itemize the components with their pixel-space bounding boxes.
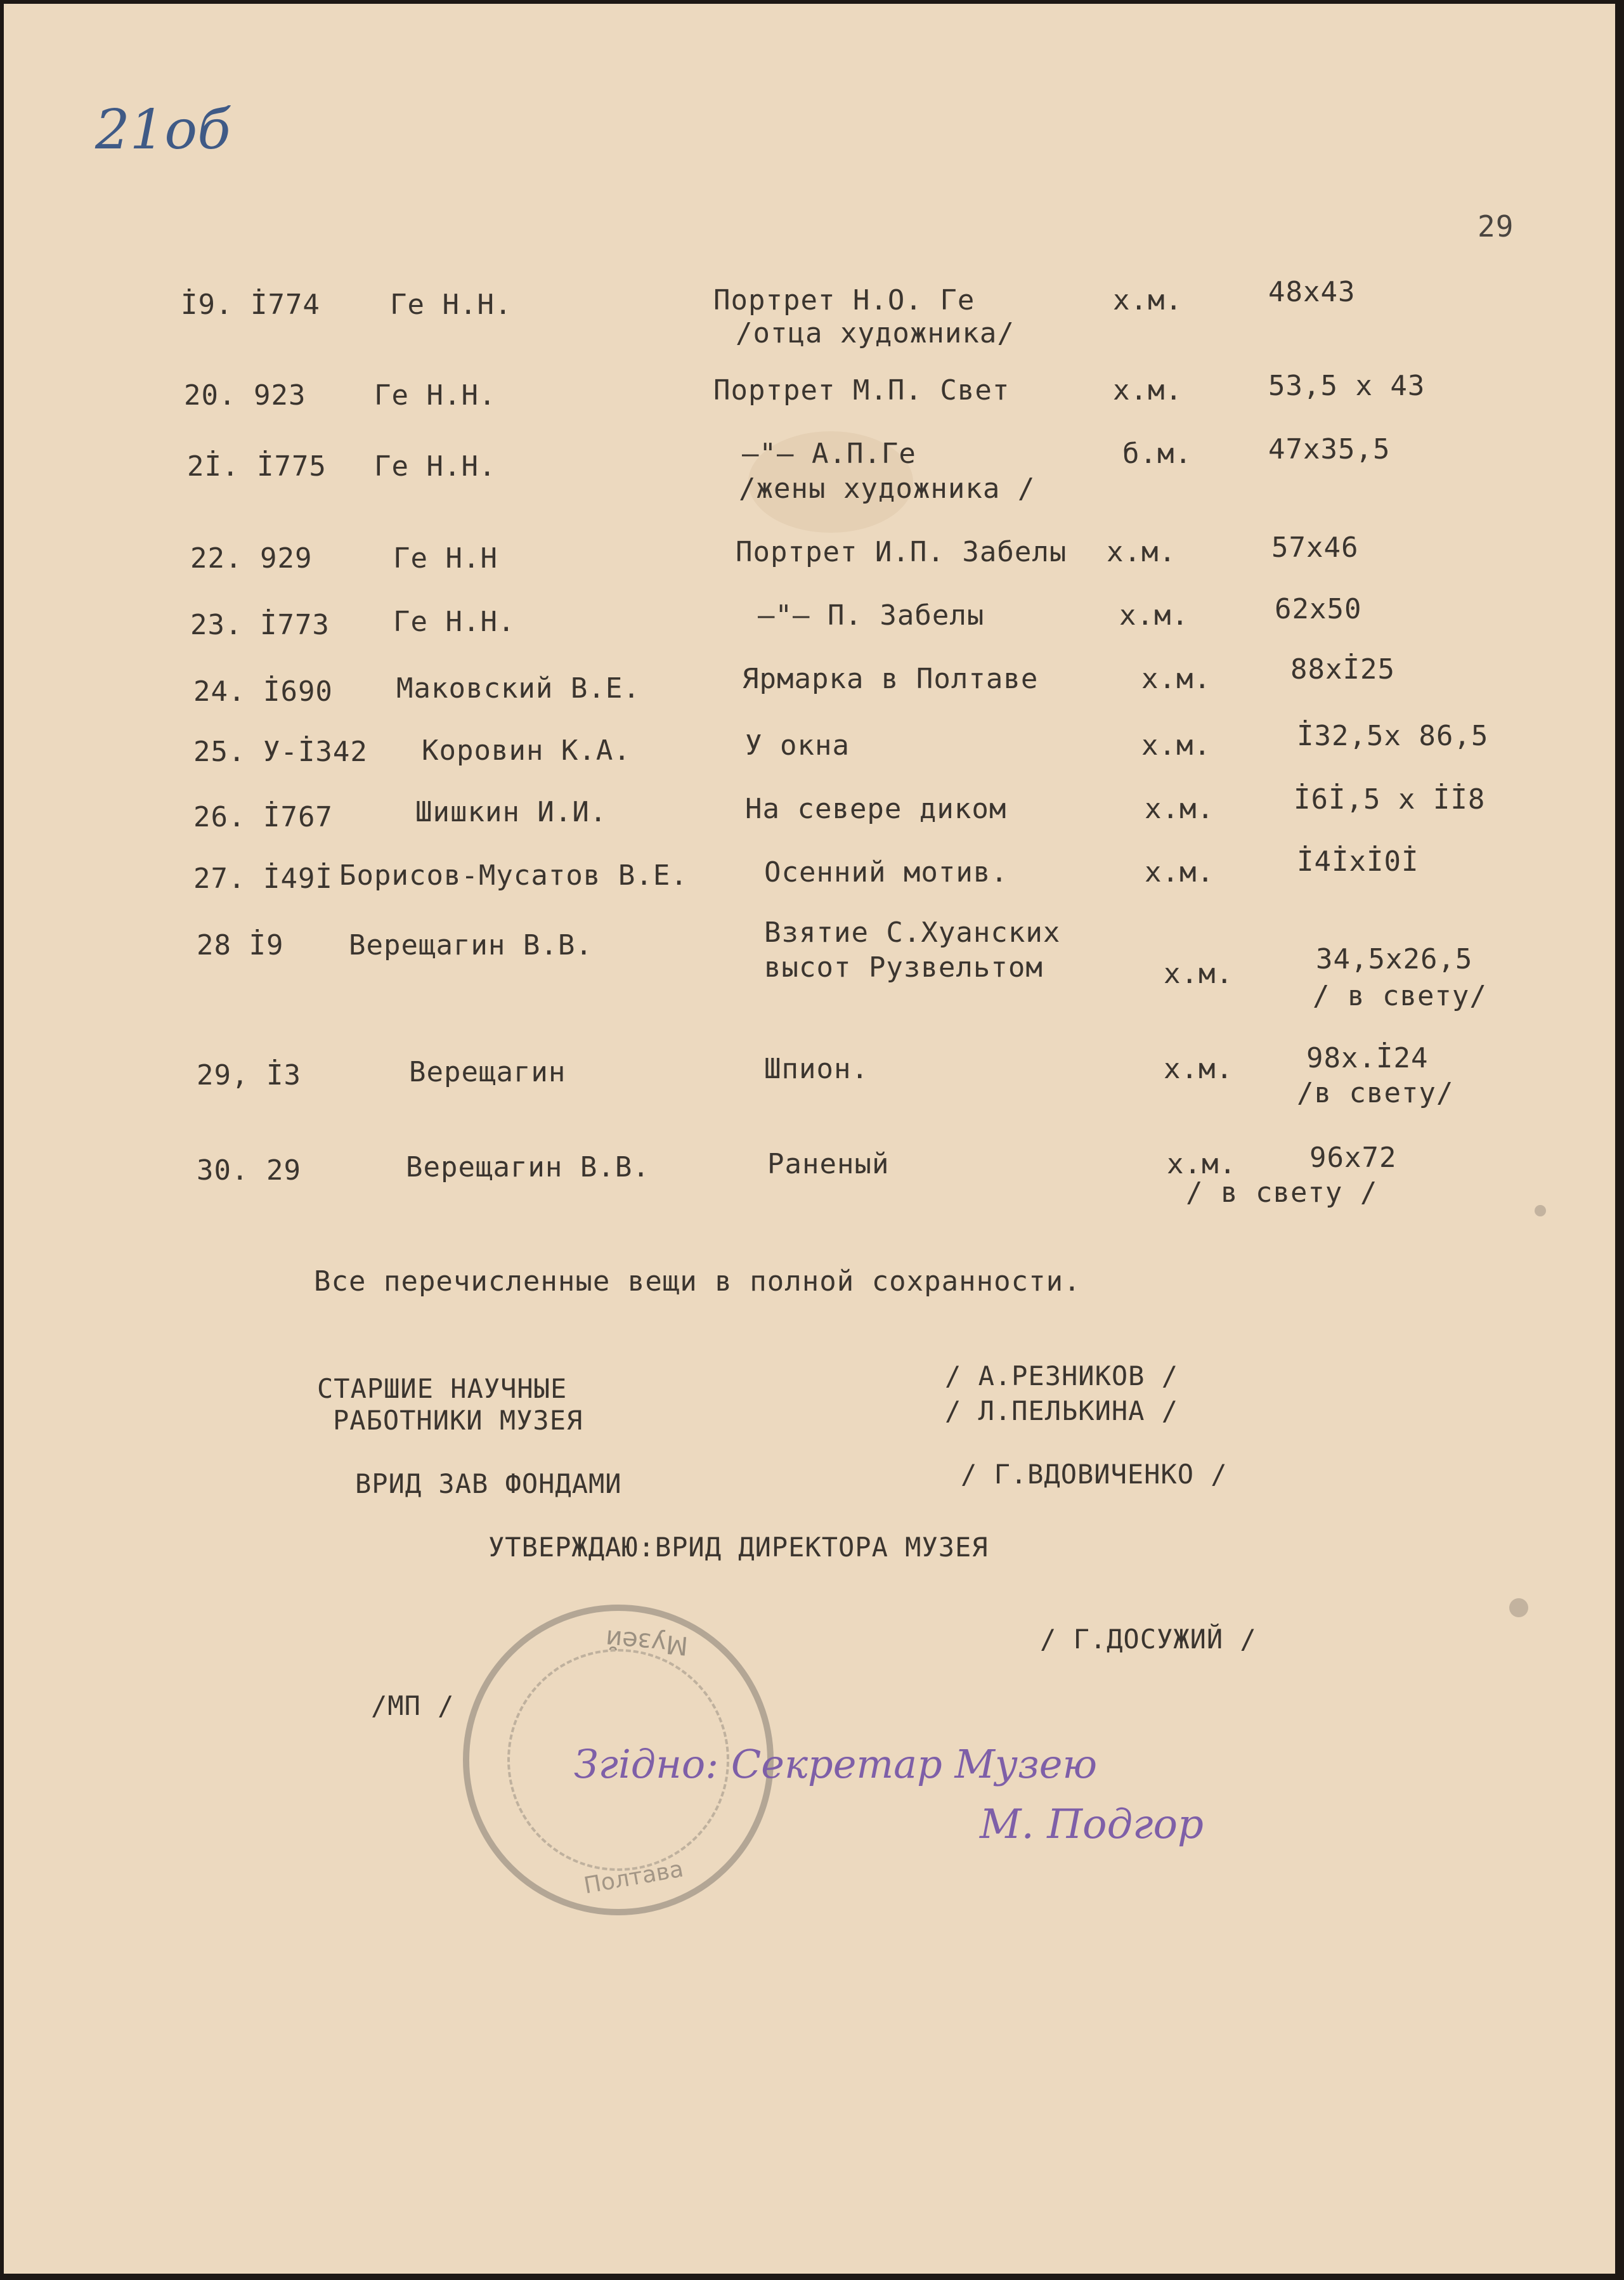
row-technique: х.м.	[1107, 536, 1176, 568]
scan-border-top	[0, 0, 1624, 4]
row-author: Маковский В.Е.	[396, 672, 640, 705]
secretary-signature: М. Подгор	[980, 1801, 1204, 1848]
row-technique: х.м.	[1145, 856, 1214, 889]
row-size-note: / в свету /	[1186, 1176, 1378, 1209]
scan-border-bottom	[0, 2274, 1624, 2280]
row-technique: х.м.	[1145, 793, 1214, 825]
row-title-line2: высот Рузвельтом	[764, 951, 1043, 984]
row-title: Осенний мотив.	[764, 856, 1008, 889]
row-number: 20. 923	[184, 379, 306, 412]
row-author: Верещагин	[409, 1056, 566, 1088]
row-number: 28 İ9	[197, 929, 284, 961]
row-title: У окна	[745, 729, 850, 762]
row-technique: б.м.	[1122, 438, 1192, 470]
scan-border-right	[1615, 0, 1624, 2280]
row-author: Борисов-Мусатов В.Е.	[339, 859, 688, 892]
row-technique: х.м.	[1167, 1148, 1237, 1180]
row-author: Ге Н.Н	[393, 542, 498, 575]
row-author: Ге Н.Н.	[390, 289, 512, 321]
row-size: 62х50	[1275, 593, 1362, 625]
row-author: Ге Н.Н.	[374, 450, 497, 483]
approval-label: УТВЕРЖДАЮ:ВРИД ДИРЕКТОРА МУЗЕЯ	[488, 1532, 989, 1563]
row-size: 98х.İ24	[1306, 1042, 1429, 1074]
row-size: 53,5 х 43	[1268, 370, 1426, 402]
senior-staff-label-line1: СТАРШИЕ НАУЧНЫЕ	[317, 1373, 568, 1404]
row-technique: х.м.	[1113, 284, 1183, 316]
row-title: На севере диком	[745, 793, 1007, 825]
row-author: Верещагин В.В.	[349, 929, 593, 961]
row-title: Раненый	[767, 1148, 890, 1180]
row-title: Портрет И.П. Забелы	[736, 536, 1067, 568]
row-size: 88хİ25	[1290, 653, 1395, 686]
paper-hole	[1535, 1205, 1546, 1216]
row-size: İ6İ,5 х İİ8	[1294, 783, 1486, 816]
senior-staff-name-1: / А.РЕЗНИКОВ /	[945, 1360, 1179, 1391]
senior-staff-label-line2: РАБОТНИКИ МУЗЕЯ	[333, 1405, 583, 1436]
row-technique: х.м.	[1119, 599, 1189, 632]
stamp-text-bottom: Полтава	[581, 1856, 685, 1899]
row-number: 29, İ3	[197, 1059, 301, 1091]
row-title: Взятие С.Хуанских	[764, 916, 1061, 949]
row-number: 22. 929	[190, 542, 313, 575]
row-size: İ32,5х 86,5	[1297, 720, 1489, 752]
funds-head-name: / Г.ВДОВИЧЕНКО /	[961, 1459, 1228, 1490]
page-number: 29	[1478, 209, 1514, 244]
row-number: 2İ. İ775	[187, 450, 327, 483]
row-size: 48х43	[1268, 276, 1356, 308]
funds-head-label: ВРИД ЗАВ ФОНДАМИ	[355, 1468, 622, 1499]
row-author: Верещагин В.В.	[406, 1151, 650, 1183]
row-title: Шпион.	[764, 1053, 869, 1085]
row-size-note: /в свету/	[1297, 1077, 1454, 1109]
row-author: Коровин К.А.	[422, 734, 631, 767]
row-title-line2: /жены художника /	[739, 472, 1036, 505]
row-size: 34,5х26,5	[1316, 943, 1473, 975]
row-size: 96х72	[1309, 1142, 1397, 1174]
archive-sheet-number: 21об	[95, 98, 231, 162]
condition-note: Все перечисленные вещи в полной сохранности.	[314, 1265, 1081, 1298]
row-number: 23. İ773	[190, 609, 330, 641]
director-name: / Г.ДОСУЖИЙ /	[1040, 1624, 1257, 1655]
row-number: 27. İ49İ	[193, 863, 333, 895]
row-technique: х.м.	[1164, 958, 1233, 990]
row-number: 26. İ767	[193, 801, 333, 833]
row-size: 47х35,5	[1268, 433, 1391, 466]
row-title-line2: /отца художника/	[736, 317, 1015, 349]
row-technique: х.м.	[1141, 729, 1211, 762]
row-author: Ге Н.Н.	[374, 379, 497, 412]
scan-border-left	[0, 0, 4, 2280]
seal-placeholder: /МП /	[371, 1690, 455, 1721]
row-title: Ярмарка в Полтаве	[742, 663, 1039, 695]
handwritten-certification: Згідно: Секретар Музею	[574, 1741, 1098, 1787]
row-technique: х.м.	[1113, 374, 1183, 407]
row-technique: х.м.	[1164, 1053, 1233, 1085]
paper-hole	[1509, 1598, 1528, 1617]
row-number: 25. У-İ342	[193, 736, 368, 768]
row-author: Шишкин И.И.	[415, 796, 607, 828]
senior-staff-name-2: / Л.ПЕЛЬКИНА /	[945, 1395, 1179, 1426]
row-title: Портрет М.П. Свет	[713, 374, 1010, 407]
stamp-text: Музей	[604, 1624, 689, 1660]
row-author: Ге Н.Н.	[393, 606, 516, 638]
row-size: 57х46	[1271, 531, 1359, 564]
row-number: 24. İ690	[193, 675, 333, 708]
row-technique: х.м.	[1141, 663, 1211, 695]
row-size: İ4İхİ0İ	[1297, 845, 1419, 878]
row-size-note: / в свету/	[1313, 980, 1487, 1012]
row-number: İ9. İ774	[181, 289, 320, 321]
row-title: Портрет Н.О. Ге	[713, 284, 975, 316]
row-title: –"– А.П.Ге	[742, 438, 916, 470]
row-number: 30. 29	[197, 1154, 301, 1187]
row-title: –"– П. Забелы	[758, 599, 985, 632]
